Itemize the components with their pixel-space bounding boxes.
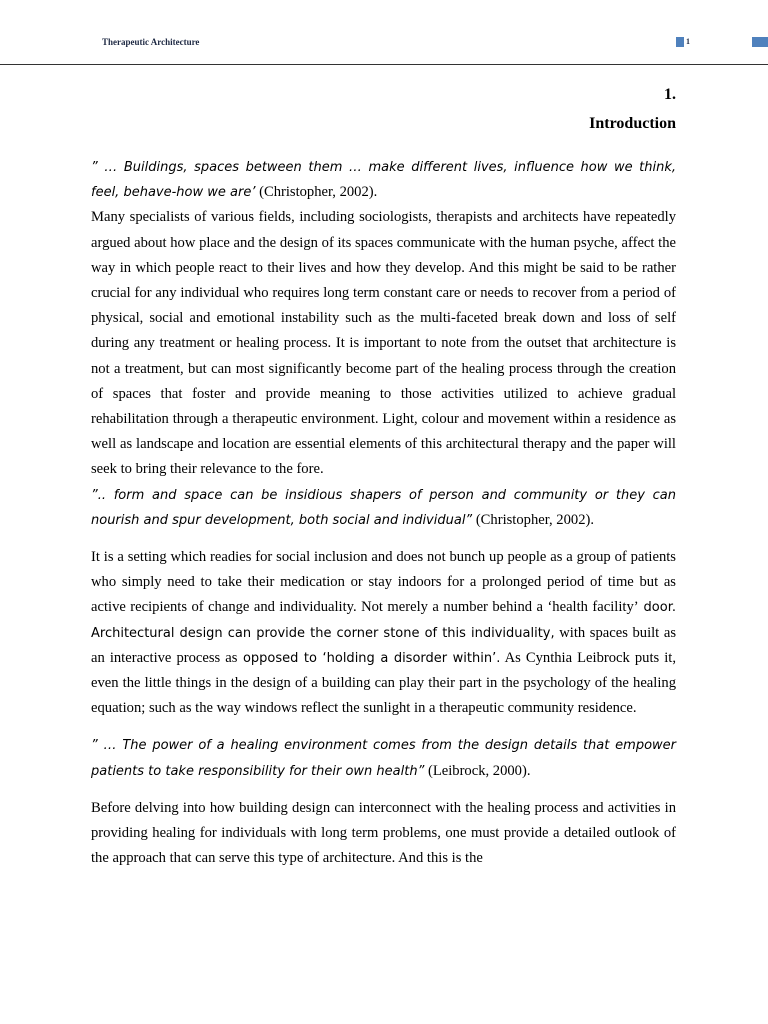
document-body bbox=[91, 155, 676, 871]
quote-text: ”.. form and space can be insidious shapers of person and community or they can nourish and spur development, both social and individual” bbox=[91, 487, 676, 528]
page-number: 1 bbox=[686, 37, 690, 46]
citation: (Christopher, 2002). bbox=[472, 511, 594, 528]
section-number: 1. bbox=[664, 86, 676, 103]
citation: (Leibrock, 2000). bbox=[424, 762, 531, 779]
page-edge-marker bbox=[752, 37, 768, 47]
quote-paragraph-3 bbox=[91, 733, 676, 783]
quote-paragraph-2 bbox=[91, 483, 676, 533]
quote-text: ” … The power of a healing environment comes from the design details that empower patients to take responsibility for their own health” bbox=[91, 738, 676, 779]
quote-text: ” … Buildings, spaces between them … make different lives, influence how we think, feel, behave-how we are’ bbox=[91, 160, 676, 201]
paragraph-text: As Cynthia Leibrock puts it, even the little things in the design of a building can play their part in the psychology of the healing equation; such as the way windows reflect the sunlight in a therapeutic community residence. bbox=[91, 649, 676, 717]
body-paragraph-1: Many specialists of various fields, including sociologists, therapists and architects have repeatedly argued about how place and the design of its spaces communicate with the human psyche, affect the way in which people react to their lives and how they develop. And this might be said to be rather crucial for any individual who requires long term constant care or needs to recover from a period of physical, social and emotional instability such as the multi-faceted break down and loss of self during any treatment or healing process. It is important to note from the outset that architecture is not a treatment, but can most significantly become part of the healing process through the creation of spaces that foster and provide meaning to those activities utilized to achieve gradual rehabilitation through a therapeutic environment. Light, colour and movement within a residence as well as landscape and location are essential elements of this architectural therapy and the paper will seek to bring their relevance to the fore. bbox=[91, 209, 676, 478]
quote-paragraph-1 bbox=[91, 155, 676, 205]
paragraph-text: It is a setting which readies for social inclusion and does not bunch up people as a group of patients who simply need to take their medication or stay indoors for a prolonged period of time but as active recipients of change and individuality. Not merely a number behind a ‘health facility’ bbox=[91, 549, 676, 616]
header-title: Therapeutic Architecture bbox=[102, 37, 200, 47]
body-paragraph-3: Before delving into how building design can interconnect with the healing process and activities in providing healing for individuals with long term problems, one must provide a detailed outlook of the approach that can serve this type of architecture. And this is the bbox=[91, 799, 676, 867]
page-header bbox=[0, 0, 768, 65]
paragraph-text: opposed to ‘holding a disorder within’. bbox=[237, 650, 501, 666]
citation: (Christopher, 2002). bbox=[255, 184, 378, 201]
body-paragraph-2 bbox=[91, 545, 676, 721]
paragraph-text: with spaces built as an interactive process as bbox=[91, 624, 676, 666]
paragraph-text: door. Architectural design can provide the corner stone of this individuality, bbox=[91, 600, 676, 641]
page-number-marker bbox=[676, 37, 684, 47]
section-title: Introduction bbox=[589, 115, 676, 132]
